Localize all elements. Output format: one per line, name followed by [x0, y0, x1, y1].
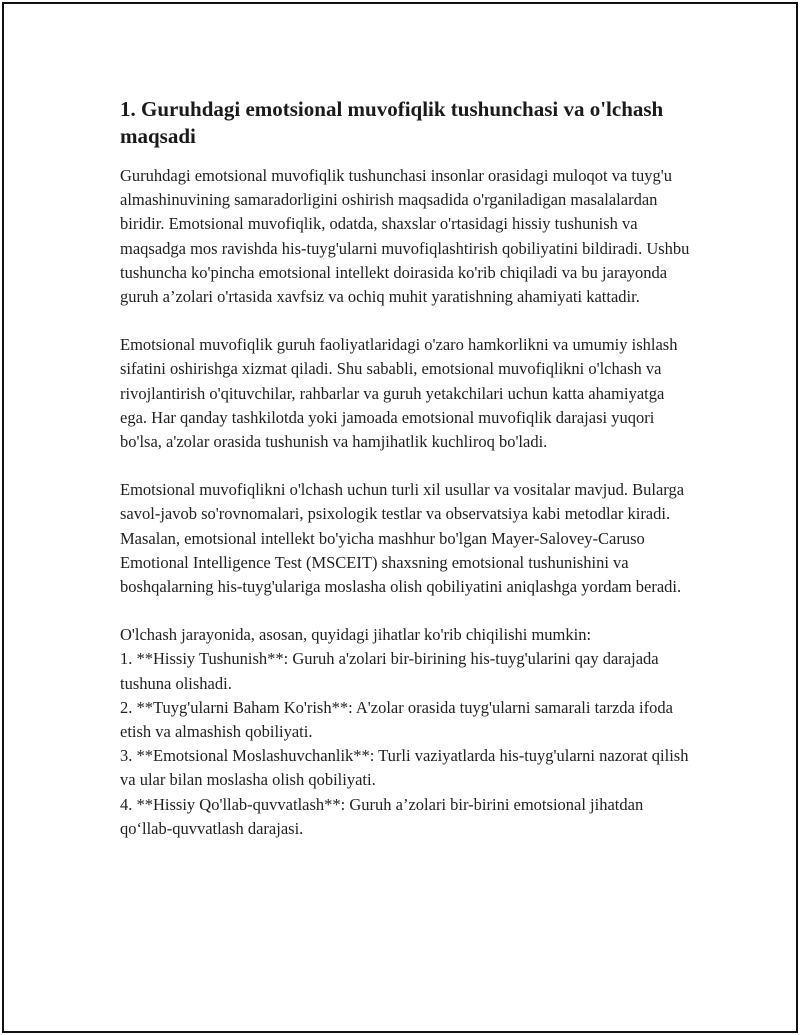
list-intro: O'lchash jarayonida, asosan, quyidagi jihatlar ko'rib chiqilishi mumkin:: [120, 625, 592, 645]
list-item: 1. **Hissiy Tushunish**: Guruh a'zolari bir-birining his-tuyg'ularini qay darajada tushuna olishadi.: [120, 649, 659, 693]
paragraph-methods: Emotsional muvofiqlikni o'lchash uchun turli xil usullar va vositalar mavjud. Bularga savol-javob so'rovnomalari, psixologik testlar va observatsiya kabi metodlar kiradi. Masalan, emotsional intellekt bo'yicha mashhur bo'lgan Mayer-Salovey-Caruso Emotional Intelligence Test (MSCEIT) shaxsning emotsional tushunishini va boshqalarning his-tuyg'ulariga moslasha olish qobiliyatini aniqlashga yordam beradi.: [120, 480, 685, 597]
paragraph-definition: Guruhdagi emotsional muvofiqlik tushunchasi insonlar orasidagi muloqot va tuyg'u almashinuvining samaradorligini oshirish maqsadida o'rganiladigan masalalardan biridir. Emotsional muvofiqlik, odatda, shaxslar o'rtasidagi hissiy tushunish va maqsadga mos ravishda his-tuyg'ularni muvofiqlashtirish qobiliyatini bildiradi. Ushbu tushuncha ko'pincha emotsional intellekt doirasida ko'rib chiqiladi va bu jarayonda guruh a’zolari o'rtasida xavfsiz va ochiq muhit yaratishning ahamiyati kattadir.: [120, 166, 690, 307]
aspects-list: [120, 647, 690, 841]
page-frame: [2, 2, 798, 1033]
list-item: 2. **Tuyg'ularni Baham Ko'rish**: A'zolar orasida tuyg'ularni samarali tarzda ifoda etish va almashish qobiliyati.: [120, 697, 673, 742]
list-item: 3. **Emotsional Moslashuvchanlik**: Turli vaziyatlarda his-tuyg'ularni nazorat qilish va ular bilan moslasha olish qobiliyati.: [120, 746, 689, 790]
list-item: 4. **Hissiy Qo'llab-quvvatlash**: Guruh a’zolari bir-birini emotsional jihatdan qo‘llab-quvvatlash darajasi.: [120, 794, 644, 838]
paragraph-importance: Emotsional muvofiqlik guruh faoliyatlaridagi o'zaro hamkorlikni va umumiy ishlash sifatini oshirishga xizmat qiladi. Shu sababli, emotsional muvofiqlikni o'lchash va rivojlantirish o'qituvchilar, rahbarlar va guruh yetakchilari uchun katta ahamiyatga ega. Har qanday tashkilotda yoki jamoada emotsional muvofiqlik darajasi yuqori bo'lsa, a'zolar orasida tushunish va hamjihatlik kuchliroq bo'ladi.: [120, 335, 678, 452]
document-body: [120, 96, 690, 841]
section-heading: 1. Guruhdagi emotsional muvofiqlik tushunchasi va o'lchash maqsadi: [120, 97, 664, 148]
